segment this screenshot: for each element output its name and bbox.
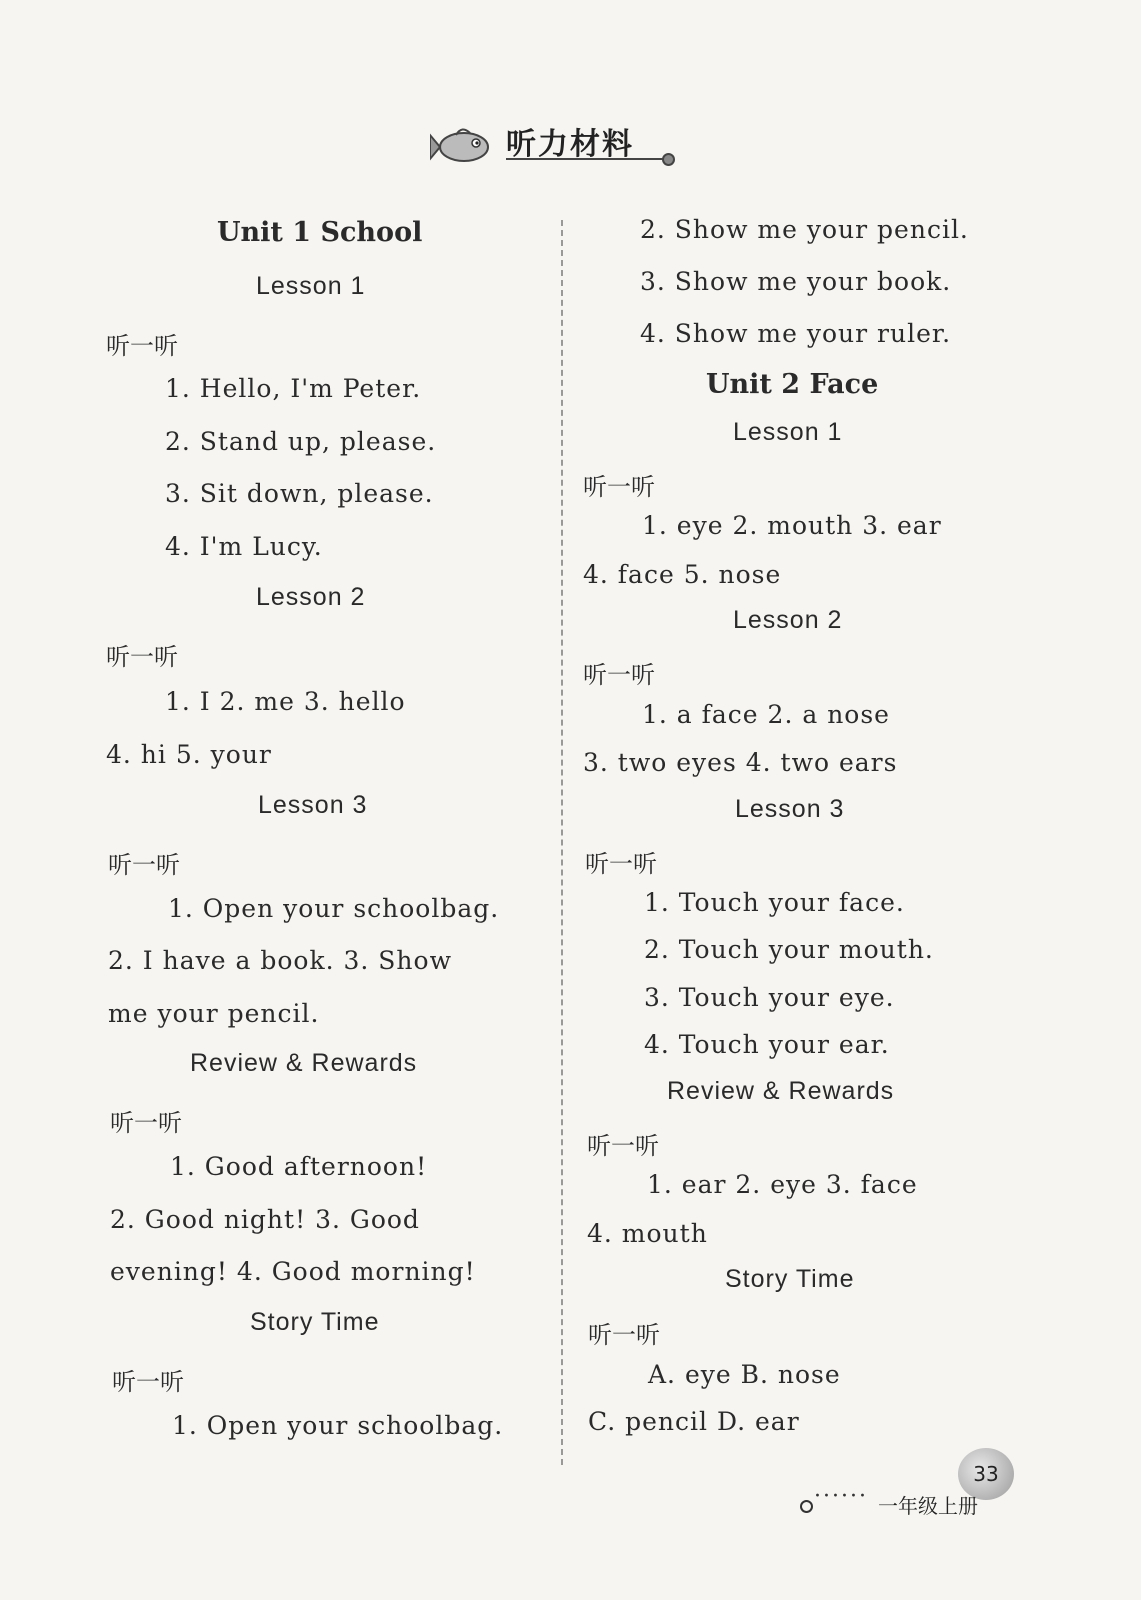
lesson-heading: Lesson 3 (735, 795, 845, 823)
page-number: 33 (958, 1448, 1014, 1500)
listen-label: 听一听 (112, 1368, 184, 1396)
listen-label: 听一听 (106, 332, 178, 360)
text-line: 4. Show me your ruler. (640, 319, 952, 348)
text-line: 4. Touch your ear. (644, 1030, 890, 1059)
page-header (430, 115, 690, 175)
title-dot (662, 153, 675, 166)
text-line: 1. I 2. me 3. hello (165, 687, 406, 716)
listen-label: 听一听 (587, 1132, 659, 1160)
listen-label: 听一听 (585, 850, 657, 878)
text-line: 2. Good night! 3. Good (110, 1205, 420, 1234)
text-line: 1. Open your schoolbag. (172, 1411, 504, 1440)
lesson-heading: Lesson 2 (733, 606, 843, 634)
title-underline (506, 158, 666, 160)
footer-dotted-leader: ······ (814, 1484, 868, 1509)
listen-label: 听一听 (106, 643, 178, 671)
text-line: 3. Touch your eye. (644, 983, 895, 1012)
text-line: 1. Good afternoon! (170, 1152, 428, 1181)
text-line: evening! 4. Good morning! (110, 1257, 476, 1286)
text-line: 3. Sit down, please. (165, 479, 434, 508)
text-line: A. eye B. nose (648, 1360, 841, 1389)
text-line: 4. mouth (587, 1219, 708, 1248)
listen-label: 听一听 (583, 473, 655, 501)
text-line: 4. face 5. nose (583, 560, 782, 589)
lesson-heading: Lesson 3 (258, 791, 368, 819)
lesson-heading: Lesson 1 (733, 418, 843, 446)
text-line: me your pencil. (108, 999, 320, 1028)
listen-label: 听一听 (110, 1109, 182, 1137)
text-line: 1. Touch your face. (644, 888, 905, 917)
page-title: 听力材料 (506, 127, 634, 162)
text-line: 2. Touch your mouth. (644, 935, 934, 964)
unit-heading: Unit 2 Face (706, 369, 879, 400)
listen-label: 听一听 (588, 1321, 660, 1349)
lesson-heading: Story Time (725, 1265, 855, 1293)
listen-label: 听一听 (583, 661, 655, 689)
text-line: 4. hi 5. your (106, 740, 272, 769)
text-line: 3. two eyes 4. two ears (583, 748, 898, 777)
text-line: 1. Hello, I'm Peter. (165, 374, 422, 403)
lesson-heading: Lesson 1 (256, 272, 366, 300)
text-line: 4. I'm Lucy. (165, 532, 323, 561)
fish-icon (430, 123, 496, 169)
text-line: 1. a face 2. a nose (642, 700, 890, 729)
text-line: 2. Show me your pencil. (640, 215, 969, 244)
unit-heading: Unit 1 School (217, 217, 423, 248)
lesson-heading: Story Time (250, 1308, 380, 1336)
listen-label: 听一听 (108, 851, 180, 879)
footer-dot-icon (800, 1500, 813, 1513)
text-line: 2. I have a book. 3. Show (108, 946, 452, 975)
column-divider (561, 220, 563, 1465)
lesson-heading: Review & Rewards (190, 1049, 418, 1077)
text-line: 2. Stand up, please. (165, 427, 437, 456)
lesson-heading: Review & Rewards (667, 1077, 895, 1105)
grade-label: 一年级上册 (878, 1494, 978, 1518)
text-line: C. pencil D. ear (588, 1407, 800, 1436)
lesson-heading: Lesson 2 (256, 583, 366, 611)
text-line: 1. eye 2. mouth 3. ear (642, 511, 942, 540)
text-line: 1. ear 2. eye 3. face (647, 1170, 918, 1199)
text-line: 3. Show me your book. (640, 267, 952, 296)
text-line: 1. Open your schoolbag. (168, 894, 500, 923)
